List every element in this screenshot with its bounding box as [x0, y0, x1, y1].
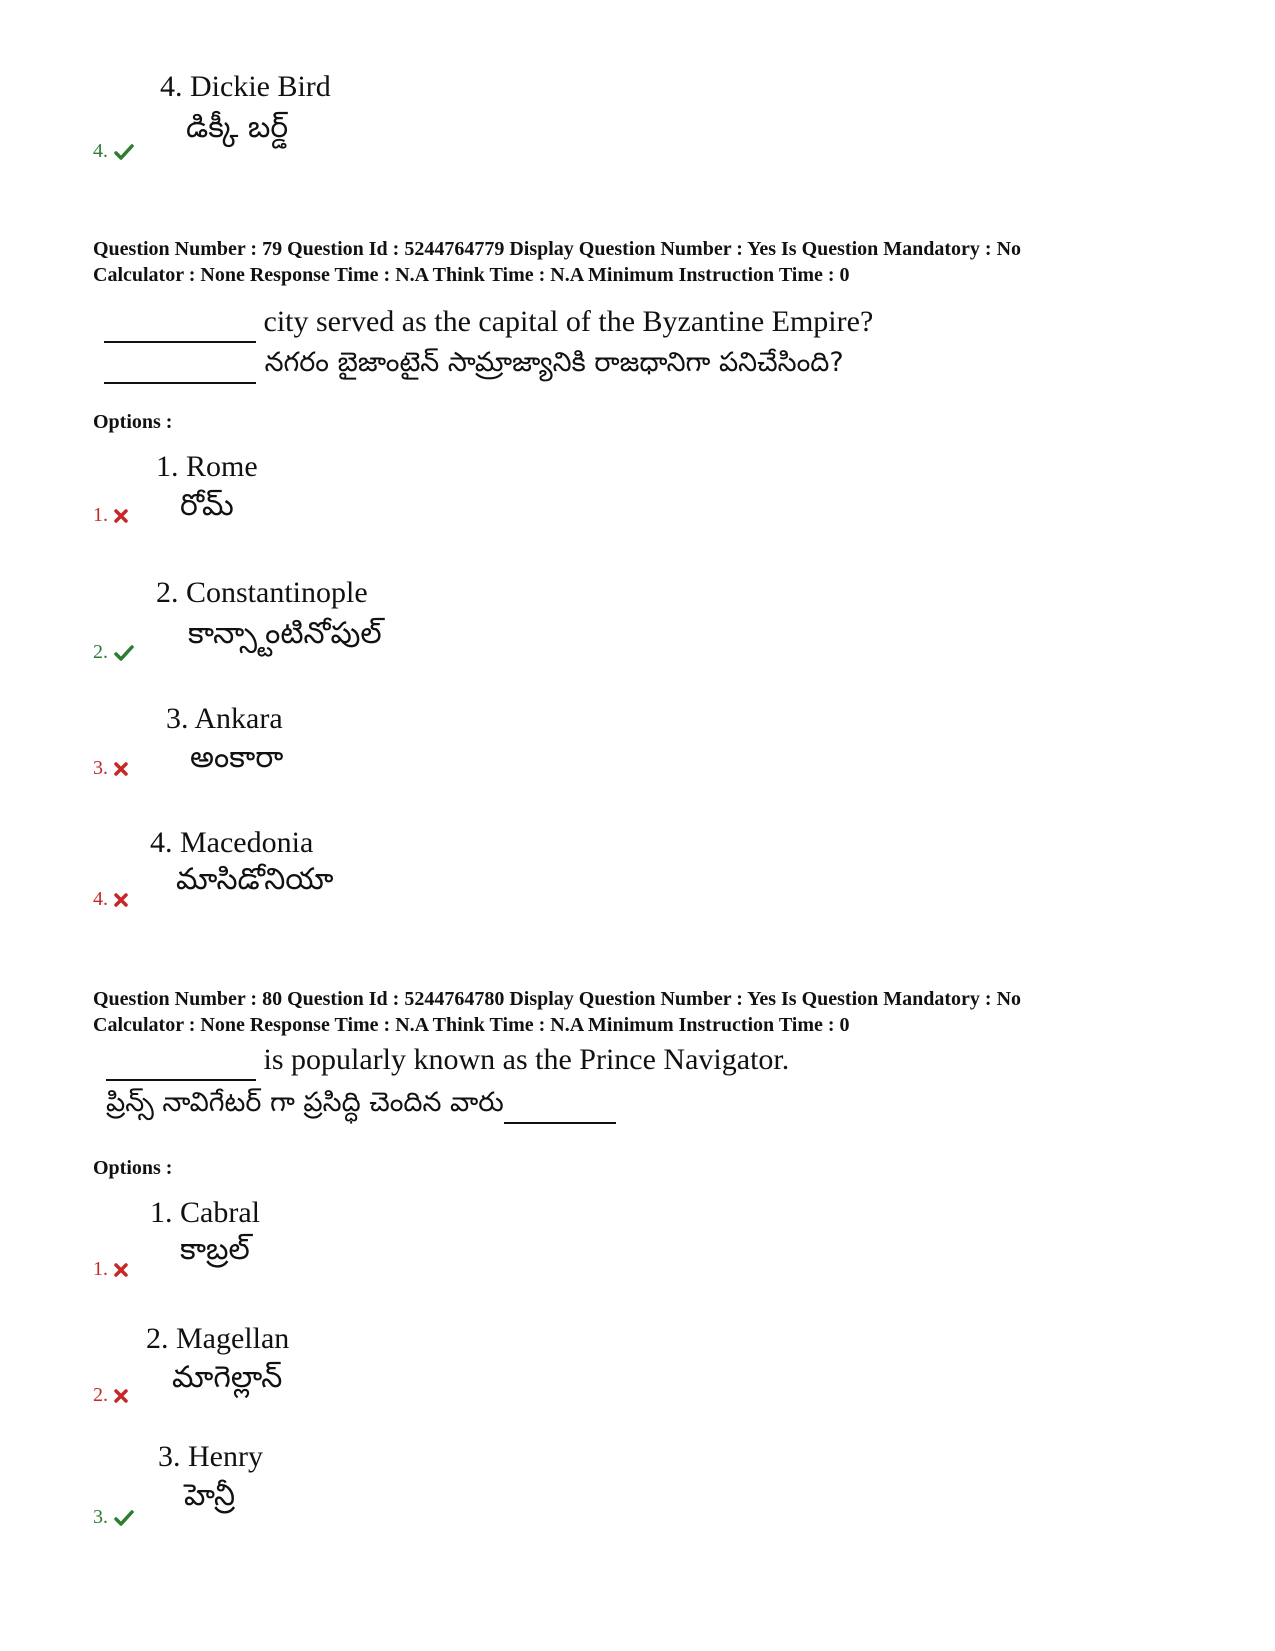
marker-number: 2. — [93, 1384, 108, 1406]
meta-line-2: Calculator : None Response Time : N.A Think Time : N.A Minimum Instruction Time : 0 — [93, 1014, 850, 1036]
q80-option-3-marker — [93, 1506, 134, 1529]
q80-option-2-telugu: మాగెల్లాన్ — [172, 1360, 283, 1395]
check-icon — [114, 1510, 134, 1526]
cross-icon — [114, 509, 128, 523]
meta-line-1: Question Number : 80 Question Id : 5244764780 Display Question Number : Yes Is Question Mandatory : No — [93, 988, 1022, 1010]
option-4-telugu: డిక్కీ బర్డ్ — [186, 110, 289, 145]
q80-option-1-english: 1. Cabral — [150, 1196, 260, 1229]
q79-option-2-marker — [93, 641, 134, 664]
question-79-text-te — [104, 344, 844, 384]
q79-option-3-english: 3. Ankara — [166, 702, 283, 735]
q80-option-2-english: 2. Magellan — [146, 1322, 290, 1355]
option-4-english: 4. Dickie Bird — [160, 70, 331, 103]
question-80-text-te — [106, 1084, 616, 1124]
question-79-text-en — [104, 303, 873, 343]
marker-number: 3. — [93, 757, 108, 779]
meta-line-1: Question Number : 79 Question Id : 5244764779 Display Question Number : Yes Is Question Mandatory : No — [93, 238, 1022, 260]
blank-line — [504, 1084, 616, 1124]
marker-number: 3. — [93, 1506, 108, 1528]
meta-line-2: Calculator : None Response Time : N.A Think Time : N.A Minimum Instruction Time : 0 — [93, 264, 850, 286]
option-4-marker — [93, 140, 134, 163]
q79-option-3-telugu: అంకారా — [190, 740, 284, 775]
q79-option-4-telugu: మాసిడోనియా — [176, 862, 334, 897]
options-label: Options : — [93, 1157, 173, 1179]
question-80-text-en — [106, 1041, 789, 1081]
q79-option-2-telugu: కాన్స్టాంటినోపుల్ — [188, 616, 382, 651]
check-icon — [114, 645, 134, 661]
cross-icon — [114, 893, 128, 907]
blank-line — [104, 303, 256, 343]
cross-icon — [114, 1263, 128, 1277]
marker-number: 1. — [93, 504, 108, 526]
question-80-meta — [93, 986, 1021, 1038]
blank-line — [104, 344, 256, 384]
cross-icon — [114, 1389, 128, 1403]
question-text-en: is popularly known as the Prince Navigator. — [263, 1043, 790, 1076]
marker-number: 4. — [93, 140, 108, 162]
q80-option-1-telugu: కాబ్రల్ — [180, 1232, 250, 1267]
check-icon — [114, 144, 134, 160]
q79-option-1-english: 1. Rome — [156, 450, 258, 483]
q80-option-3-english: 3. Henry — [158, 1440, 263, 1473]
marker-number: 1. — [93, 1258, 108, 1280]
q80-option-3-telugu: హెన్రీ — [184, 1478, 236, 1513]
question-79-meta — [93, 236, 1021, 288]
blank-line — [106, 1041, 256, 1081]
q80-option-2-marker — [93, 1384, 128, 1407]
q79-option-3-marker — [93, 757, 128, 780]
marker-number: 2. — [93, 641, 108, 663]
cross-icon — [114, 762, 128, 776]
q79-option-1-telugu: రోమ్ — [180, 488, 234, 523]
q80-option-1-marker — [93, 1258, 128, 1281]
q79-option-4-marker — [93, 888, 128, 911]
q79-option-4-english: 4. Macedonia — [150, 826, 314, 859]
question-text-en: city served as the capital of the Byzantine Empire? — [263, 305, 874, 338]
q79-option-1-marker — [93, 504, 128, 527]
question-text-te: నగరం బైజాంటైన్ సామ్రాజ్యానికి రాజధానిగా పనిచేసింది? — [264, 347, 844, 378]
options-label: Options : — [93, 411, 173, 433]
marker-number: 4. — [93, 888, 108, 910]
question-text-te: ప్రిన్స్ నావిగేటర్ గా ప్రసిద్ధి చెందిన వారు — [106, 1087, 504, 1118]
q79-option-2-english: 2. Constantinople — [156, 576, 368, 609]
